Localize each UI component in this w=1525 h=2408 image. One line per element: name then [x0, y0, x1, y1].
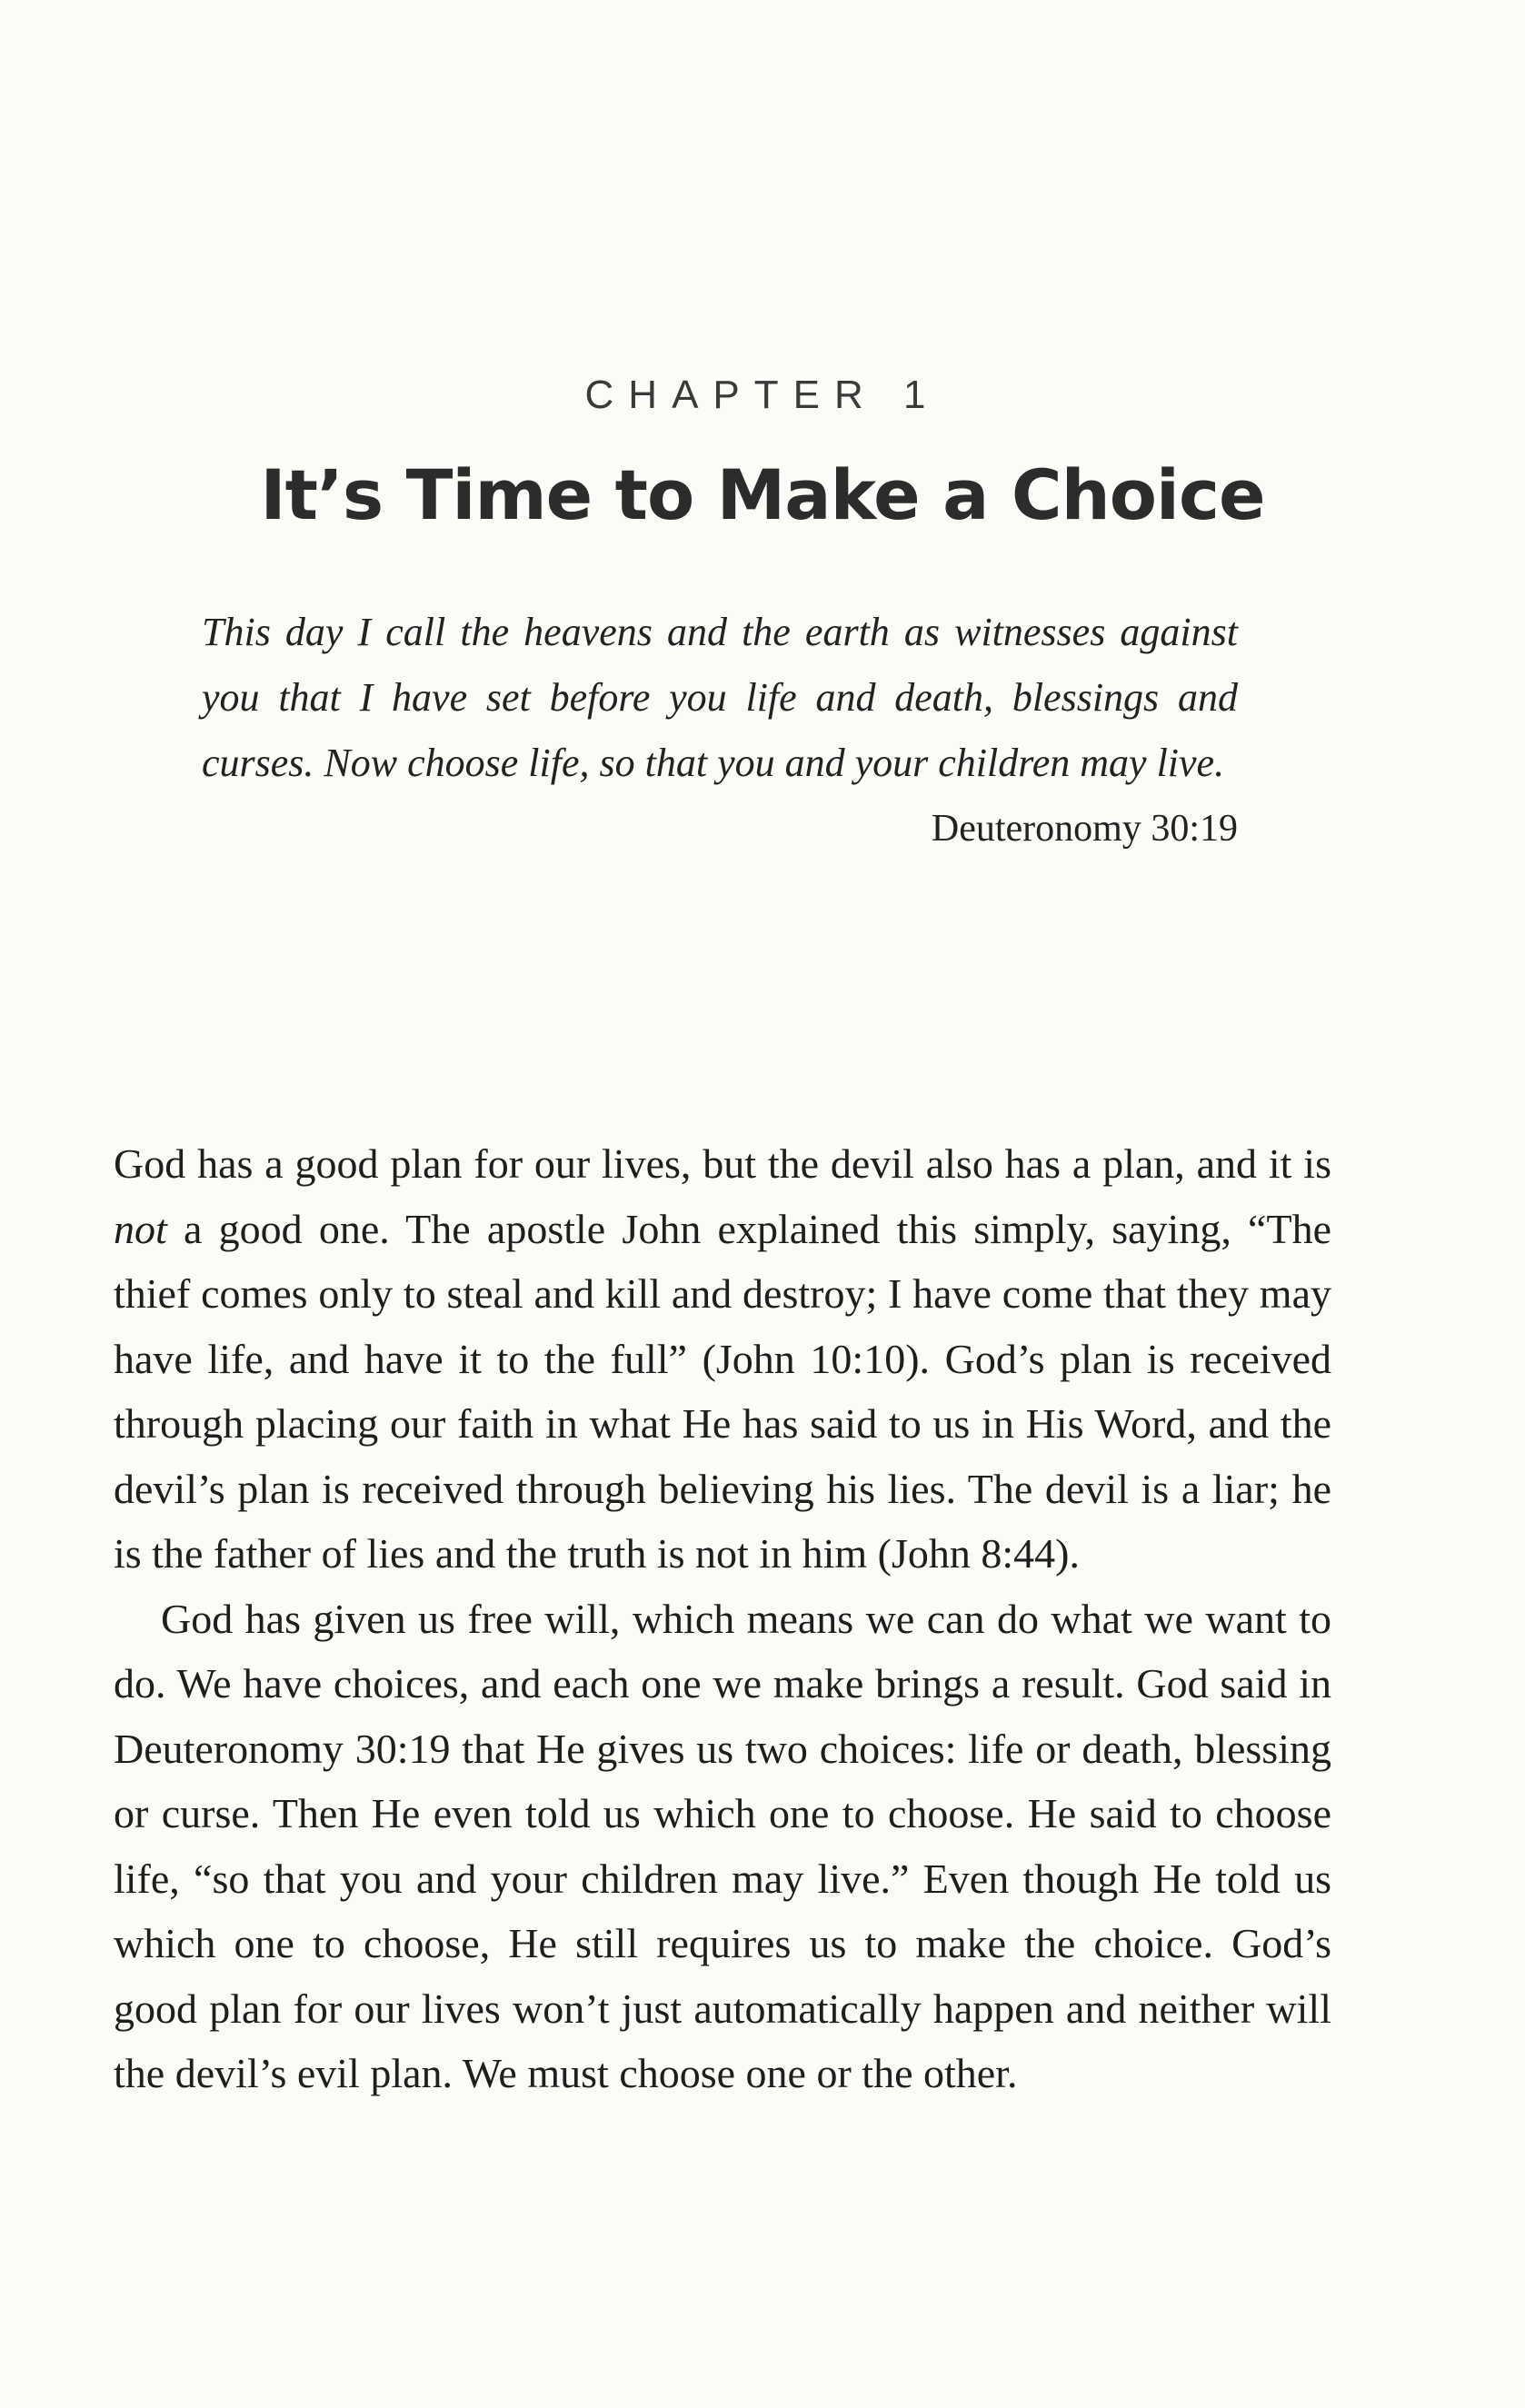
epigraph-quote: This day I call the heavens and the earth as witnesses against you that I have set before you life and death, blessings and curses. Now choose life, so that you and your children may live.	[202, 610, 1238, 785]
paragraph-1-part-2: a good one. The apostle John explained this simply, saying, “The thief comes only to steal and kill and destroy; I have come that they may have life, and have it to the full” (John 10:10). God’s plan is received through placing our faith in what He has said to us in His Word, and the devil’s plan is received through believing his lies. The devil is a liar; he is the father of lies and the truth is not in him (John 8:44).	[114, 1205, 1331, 1577]
paragraph-2: God has given us free will, which means we can do what we want to do. We have choices, and each one we make brings a result. God said in Deuteronomy 30:19 that He gives us two choices: life or death, blessing or curse. Then He even told us which one to choose. He said to choose life, “so that you and your children may live.” Even though He told us which one to choose, He still requires us to make the choice. God’s good plan for our lives won’t just automatically happen and neither will the devil’s evil plan. We must choose one or the other.	[114, 1595, 1331, 2096]
chapter-title: It’s Time to Make a Choice	[260, 454, 1265, 535]
chapter-label: CHAPTER 1	[584, 373, 941, 417]
body-text	[114, 1131, 1331, 2106]
paragraph-1	[114, 1131, 1331, 1587]
paragraph-1-emphasis: not	[114, 1205, 167, 1252]
paragraph-1-part-1: God has a good plan for our lives, but the devil also has a plan, and it is	[114, 1140, 1331, 1187]
epigraph	[202, 600, 1238, 851]
epigraph-source: Deuteronomy 30:19	[931, 808, 1238, 850]
